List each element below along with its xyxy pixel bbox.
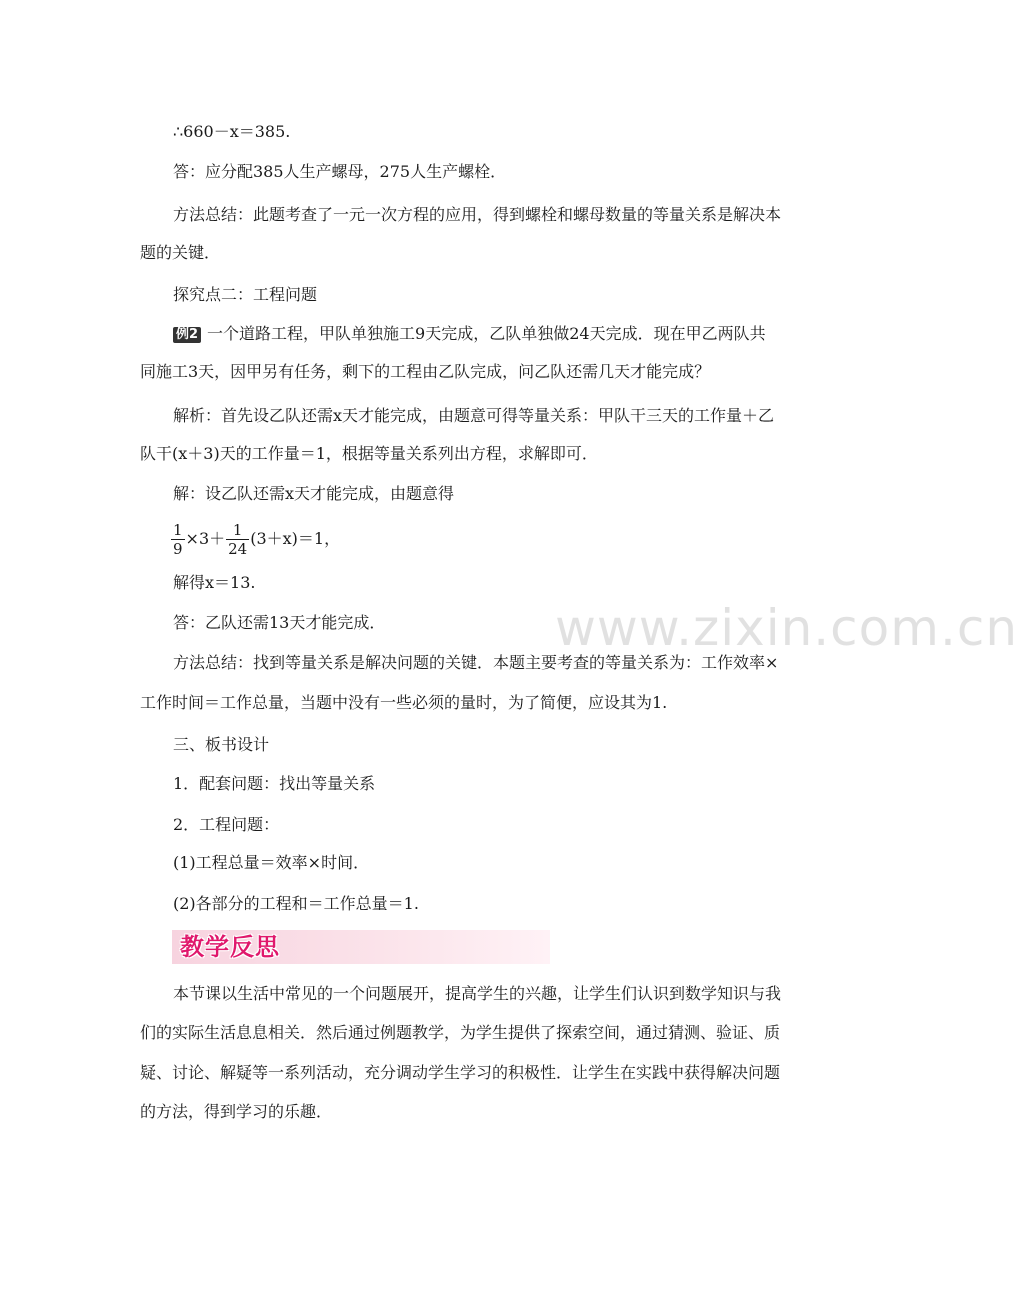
- fraction: $\frac{1}{24}$: [228, 521, 248, 558]
- reflection-title: 教学反思: [180, 933, 280, 961]
- text-line: ∴660－x＝385.: [173, 122, 291, 141]
- paragraph-line: 的方法，得到学习的乐趣．: [140, 1102, 333, 1121]
- text-line: 题的关键．: [140, 243, 221, 262]
- text-line: (1)工程总量＝效率×时间．: [173, 853, 370, 872]
- paragraph-line: 本节课以生活中常见的一个问题展开，提高学生的兴趣，让学生们认识到数学知识与我: [173, 984, 782, 1003]
- text-line: 答：乙队还需13天才能完成．: [173, 613, 386, 632]
- text-line: 方法总结：此题考查了一元一次方程的应用，得到螺栓和螺母数量的等量关系是解决本: [173, 205, 782, 224]
- text-line: 2．工程问题：: [173, 815, 280, 834]
- text-line: 答：应分配385人生产螺母，275人生产螺栓．: [173, 162, 507, 181]
- section-heading: 三、板书设计: [173, 735, 270, 754]
- example-badge: 例2: [173, 327, 201, 343]
- text-line: 队干(x＋3)天的工作量＝1，根据等量关系列出方程，求解即可．: [140, 444, 598, 463]
- paragraph-line: 疑、讨论、解疑等一系列活动，充分调动学生学习的积极性．让学生在实践中获得解决问题: [140, 1063, 781, 1082]
- watermark: www.zixin.com.cn: [555, 599, 1018, 657]
- text-line: 解：设乙队还需x天才能完成，由题意得: [173, 484, 455, 503]
- text-line: 方法总结：找到等量关系是解决问题的关键．本题主要考查的等量关系为：工作效率×: [173, 653, 779, 672]
- paragraph-line: 们的实际生活息息相关．然后通过例题教学，为学生提供了探索空间，通过猜测、验证、质: [140, 1023, 781, 1042]
- text-line: (2)各部分的工程和＝工作总量＝1.: [173, 894, 419, 913]
- text-line: 解析：首先设乙队还需x天才能完成，由题意可得等量关系：甲队干三天的工作量＋乙: [173, 406, 775, 425]
- text-line: 工作时间＝工作总量，当题中没有一些必须的量时，为了简便，应设其为1.: [140, 693, 668, 712]
- text-line: 同施工3天，因甲另有任务，剩下的工程由乙队完成，问乙队还需几天才能完成？: [140, 362, 711, 381]
- reflection-banner: [172, 930, 550, 964]
- fraction: $\frac{1}{9}$: [173, 521, 183, 558]
- text-line: 1．配套问题：找出等量关系: [173, 774, 376, 793]
- example-line: [173, 323, 766, 345]
- example-text: 一个道路工程，甲队单独施工9天完成，乙队单独做24天完成．现在甲乙两队共: [207, 324, 766, 343]
- section-heading: 探究点二：工程问题: [173, 285, 318, 304]
- text-line: 解得x＝13.: [173, 573, 256, 592]
- equation: $\frac{1}{9}$ ×3＋ $\frac{1}{24}$ (3＋x)＝1，: [173, 521, 341, 558]
